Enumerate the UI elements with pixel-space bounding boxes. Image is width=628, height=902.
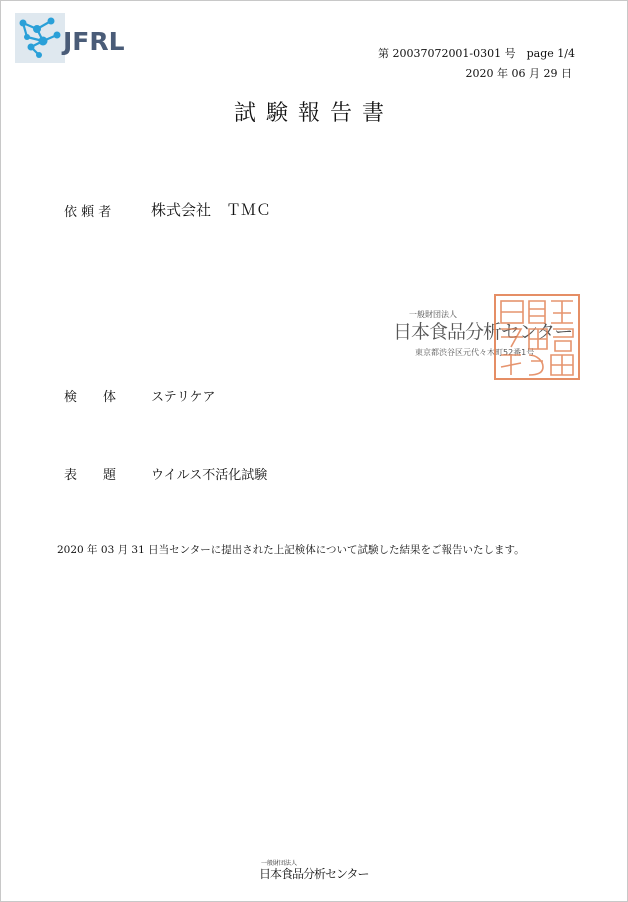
issuer-address: 東京都渋谷区元代々木町52番1号 (415, 348, 535, 357)
issuer-block (393, 293, 585, 381)
document-number: 第 20037072001-0301 号 page 1/4 (377, 47, 575, 60)
subject-value: ウイルス不活化試験 (151, 468, 268, 483)
requester-label: 依 頼 者 (64, 205, 112, 220)
specimen-value: ステリケア (151, 390, 216, 405)
report-statement: 2020 年 03 月 31 日当センターに提出された上記検体について試験した結果をご報告いたします。 (57, 544, 525, 556)
footer-org-name: 日本食品分析センター (259, 867, 369, 881)
molecule-icon (17, 15, 65, 59)
footer-org-type: 一般財団法人 (261, 860, 298, 867)
subject-label: 表 題 (64, 468, 117, 483)
issuer-name: 日本食品分析センター (393, 321, 573, 343)
requester-value: 株式会社 ＴＭＣ (151, 201, 272, 219)
issue-date: 2020 年 06 月 29 日 (465, 67, 572, 80)
page-title: 試験報告書 (233, 101, 394, 126)
logo-wordmark: JFRL (63, 27, 125, 56)
issuer-org-type: 一般財団法人 (409, 310, 457, 319)
jfrl-logo (15, 13, 141, 65)
specimen-label: 検 体 (64, 390, 117, 405)
official-seal-stamp (493, 293, 581, 381)
